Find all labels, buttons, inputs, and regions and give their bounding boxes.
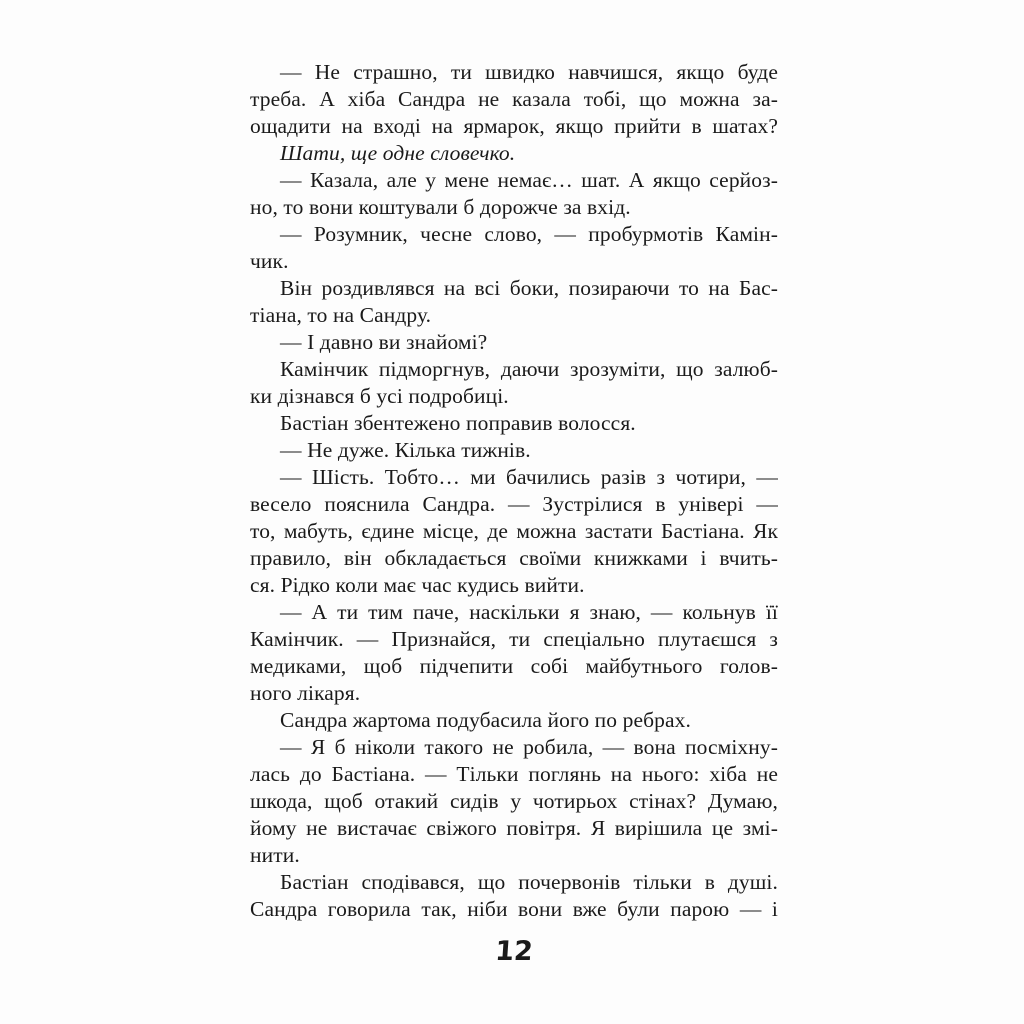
text-line: — Не дуже. Кілька тижнів. [280, 438, 531, 462]
text-line: правило, він обкладається своїми книжками і вчить- [250, 546, 778, 570]
text-line: то, мабуть, єдине місце, де можна застати Бастіана. Як [250, 519, 778, 543]
text-line: — Розумник, чесне слово, — пробурмотів Камін- [280, 222, 778, 246]
text-line: тіана, то на Сандру. [250, 303, 432, 327]
text-line: — А ти тим паче, наскільки я знаю, — кольнув її [280, 600, 778, 624]
page-number: 12 [494, 936, 534, 967]
text-line: чик. [250, 249, 289, 273]
text-line: Камінчик. — Признайся, ти спеціально плутаєшся з [250, 627, 778, 651]
text-line: нити. [250, 843, 300, 867]
text-line: — Казала, але у мене немає… шат. А якщо серйоз- [280, 168, 778, 192]
text-line: весело пояснила Сандра. — Зустрілися в універі — [250, 492, 778, 516]
text-line: Бастіан сподівався, що почервонів тільки в душі. [280, 870, 778, 894]
text-line: Сандра жартома подубасила його по ребрах. [280, 708, 691, 732]
text-line: шкода, щоб отакий сидів у чотирьох стінах? Думаю, [250, 789, 778, 813]
text-line: — І давно ви знайомі? [280, 330, 488, 354]
text-line: — Я б ніколи такого не робила, — вона посміхну- [280, 735, 778, 759]
text-line: — Шість. Тобто… ми бачились разів з чотири, — [280, 465, 778, 489]
text-line: ощадити на вході на ярмарок, якщо прийти в шатах? [250, 114, 778, 138]
text-line: Сандра говорила так, ніби вони вже були парою — і [250, 897, 778, 921]
text-line: ся. Рідко коли має час кудись вийти. [250, 573, 585, 597]
text-line: Шати, ще одне словечко. [280, 141, 516, 165]
text-line: но, то вони коштували б дорожче за вхід. [250, 195, 631, 219]
text-line: лась до Бастіана. — Тільки поглянь на нього: хіба не [250, 762, 778, 786]
text-line: Камінчик підморгнув, даючи зрозуміти, що залюб- [280, 357, 778, 381]
text-line: Він роздивлявся на всі боки, позираючи то на Бас- [280, 276, 778, 300]
text-line: Бастіан збентежено поправив волосся. [280, 411, 636, 435]
text-line: медиками, щоб підчепити собі майбутнього голов- [250, 654, 778, 678]
text-line: треба. А хіба Сандра не казала тобі, що можна за- [250, 87, 778, 111]
text-line: ки дізнався б усі подробиці. [250, 384, 509, 408]
text-line: ного лікаря. [250, 681, 361, 705]
text-block [250, 59, 778, 923]
text-line: йому не вистачає свіжого повітря. Я вирішила це змі- [250, 816, 778, 840]
text-line: — Не страшно, ти швидко навчишся, якщо буде [280, 60, 778, 84]
